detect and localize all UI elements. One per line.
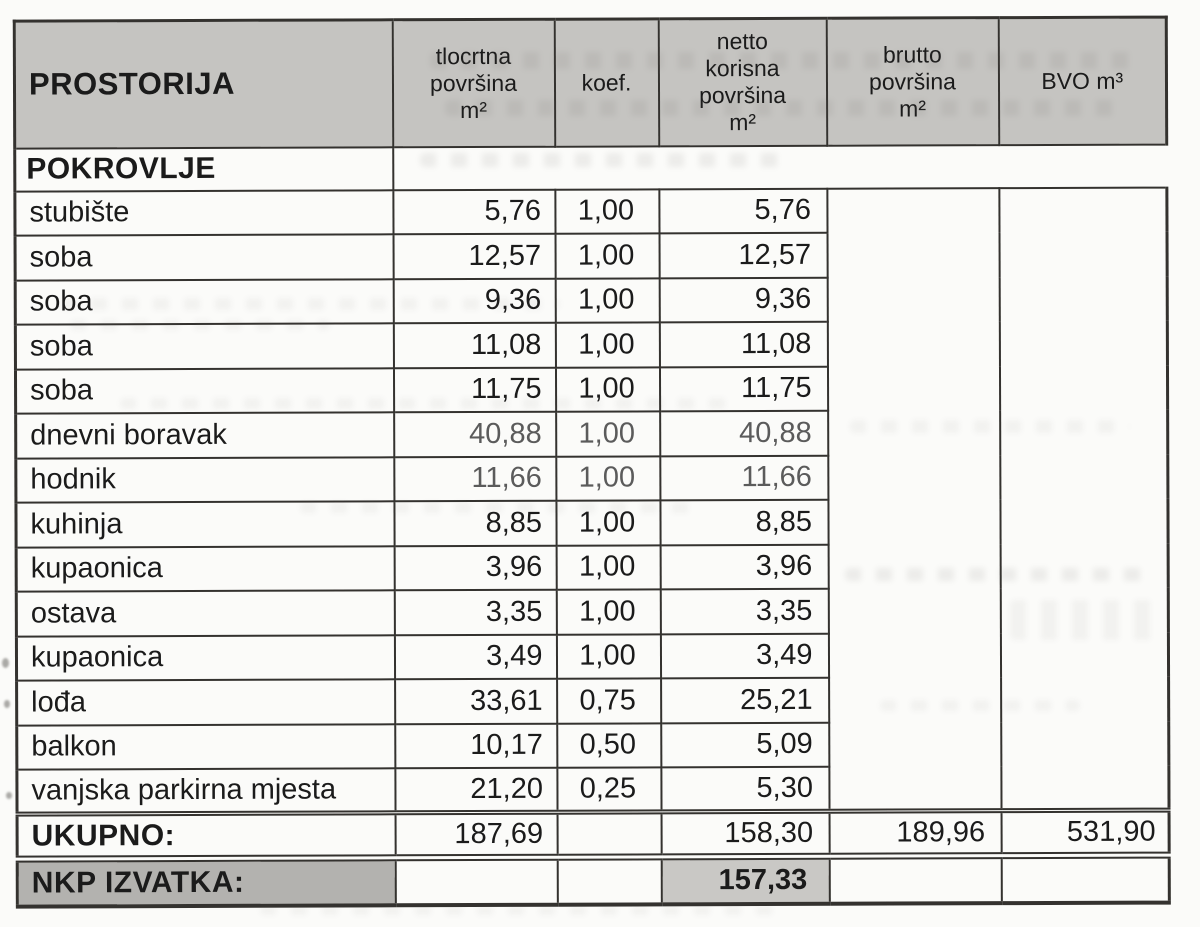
net-area-value: 3,35 xyxy=(660,589,828,634)
nkp-koef-empty xyxy=(557,857,661,904)
floor-area-value: 11,08 xyxy=(393,323,555,368)
floor-area-value: 3,96 xyxy=(394,545,556,590)
table-row xyxy=(15,187,1167,236)
room-name: soba xyxy=(15,368,393,414)
floor-area-value: 33,61 xyxy=(395,679,557,724)
coefficient-value: 0,75 xyxy=(557,678,661,723)
total-koef-empty xyxy=(557,812,661,857)
net-area-value: 5,30 xyxy=(661,767,829,812)
room-name: kupaonica xyxy=(16,546,394,592)
section-row xyxy=(15,144,1167,191)
header-koef: koef. xyxy=(554,19,658,146)
brutto-column-empty xyxy=(827,188,1001,812)
total-floor-area: 187,69 xyxy=(395,812,557,858)
coefficient-value: 1,00 xyxy=(556,589,660,634)
net-area-value: 25,21 xyxy=(661,678,829,723)
bvo-column-empty xyxy=(999,187,1169,811)
net-area-value: 8,85 xyxy=(660,500,828,545)
total-net-area: 158,30 xyxy=(661,811,829,857)
room-name: vanjska parkirna mjesta xyxy=(17,768,395,814)
header-prostorija: PROSTORIJA xyxy=(14,20,392,148)
net-area-value: 5,76 xyxy=(659,188,827,233)
nkp-bvo-empty xyxy=(1001,855,1169,903)
coefficient-value: 1,00 xyxy=(555,233,659,278)
floor-area-value: 21,20 xyxy=(395,768,557,813)
room-name: stubište xyxy=(15,190,393,236)
coefficient-value: 1,00 xyxy=(556,456,660,501)
section-header-pokrovlje: POKROVLJE xyxy=(15,147,393,191)
nkp-floor-area-empty xyxy=(395,857,557,905)
header-brutto-povrsina: brutto površina m² xyxy=(826,18,998,146)
header-tlocrtna-povrsina: tlocrtna površina m² xyxy=(392,19,554,147)
coefficient-value: 0,50 xyxy=(557,723,661,768)
floor-area-value: 11,75 xyxy=(393,367,555,412)
nkp-gross-area-empty xyxy=(829,856,1001,904)
coefficient-value: 0,25 xyxy=(557,767,661,812)
section-row-filler xyxy=(393,144,1167,190)
nkp-net-area-value: 157,33 xyxy=(661,856,829,904)
table-header-row xyxy=(14,17,1166,148)
coefficient-value: 1,00 xyxy=(555,278,659,323)
net-area-value: 11,66 xyxy=(660,455,828,500)
coefficient-value: 1,00 xyxy=(555,322,659,367)
net-area-value: 3,49 xyxy=(660,633,828,678)
floor-area-value: 9,36 xyxy=(393,278,555,323)
area-table-sheet xyxy=(13,16,1171,909)
room-name: kupaonica xyxy=(16,635,394,681)
room-name: kuhinja xyxy=(16,501,394,547)
room-name: dnevni boravak xyxy=(16,412,394,458)
header-bvo: BVO m³ xyxy=(998,17,1166,145)
net-area-value: 11,08 xyxy=(659,322,827,367)
net-area-value: 3,96 xyxy=(660,544,828,589)
room-name: lođa xyxy=(17,679,395,725)
scan-artifact xyxy=(260,906,780,915)
scan-speck xyxy=(2,658,9,668)
coefficient-value: 1,00 xyxy=(556,545,660,590)
room-name: soba xyxy=(15,323,393,369)
coefficient-value: 1,00 xyxy=(556,500,660,545)
coefficient-value: 1,00 xyxy=(556,634,660,679)
net-area-value: 5,09 xyxy=(661,722,829,767)
net-area-value: 12,57 xyxy=(659,233,827,278)
floor-area-value: 5,76 xyxy=(393,189,555,234)
floor-area-value: 12,57 xyxy=(393,234,555,279)
floor-area-value: 3,49 xyxy=(394,634,556,679)
floor-area-value: 10,17 xyxy=(395,723,557,768)
floor-area-value: 8,85 xyxy=(394,501,556,546)
room-name: soba xyxy=(15,279,393,325)
scan-speck xyxy=(6,792,12,799)
totals-row xyxy=(17,810,1169,859)
net-area-value: 11,75 xyxy=(659,366,827,411)
area-table xyxy=(13,16,1171,909)
net-area-value: 40,88 xyxy=(660,411,828,456)
header-netto-korisna-povrsina: netto korisna površina m² xyxy=(658,18,826,146)
room-name: hodnik xyxy=(16,457,394,503)
room-name: soba xyxy=(15,234,393,280)
scan-speck xyxy=(4,700,10,708)
coefficient-value: 1,00 xyxy=(555,367,659,412)
total-bvo: 531,90 xyxy=(1001,810,1169,856)
coefficient-value: 1,00 xyxy=(555,189,659,234)
coefficient-value: 1,00 xyxy=(556,411,660,456)
totals-label: UKUPNO: xyxy=(17,813,395,859)
floor-area-value: 3,35 xyxy=(394,590,556,635)
net-area-value: 9,36 xyxy=(659,277,827,322)
floor-area-value: 11,66 xyxy=(394,456,556,501)
nkp-izvatka-label: NKP IZVATKA: xyxy=(17,858,395,906)
nkp-izvatka-row xyxy=(17,855,1169,906)
room-name: balkon xyxy=(17,724,395,770)
room-name: ostava xyxy=(16,590,394,636)
total-gross-area: 189,96 xyxy=(829,811,1001,857)
floor-area-value: 40,88 xyxy=(394,412,556,457)
